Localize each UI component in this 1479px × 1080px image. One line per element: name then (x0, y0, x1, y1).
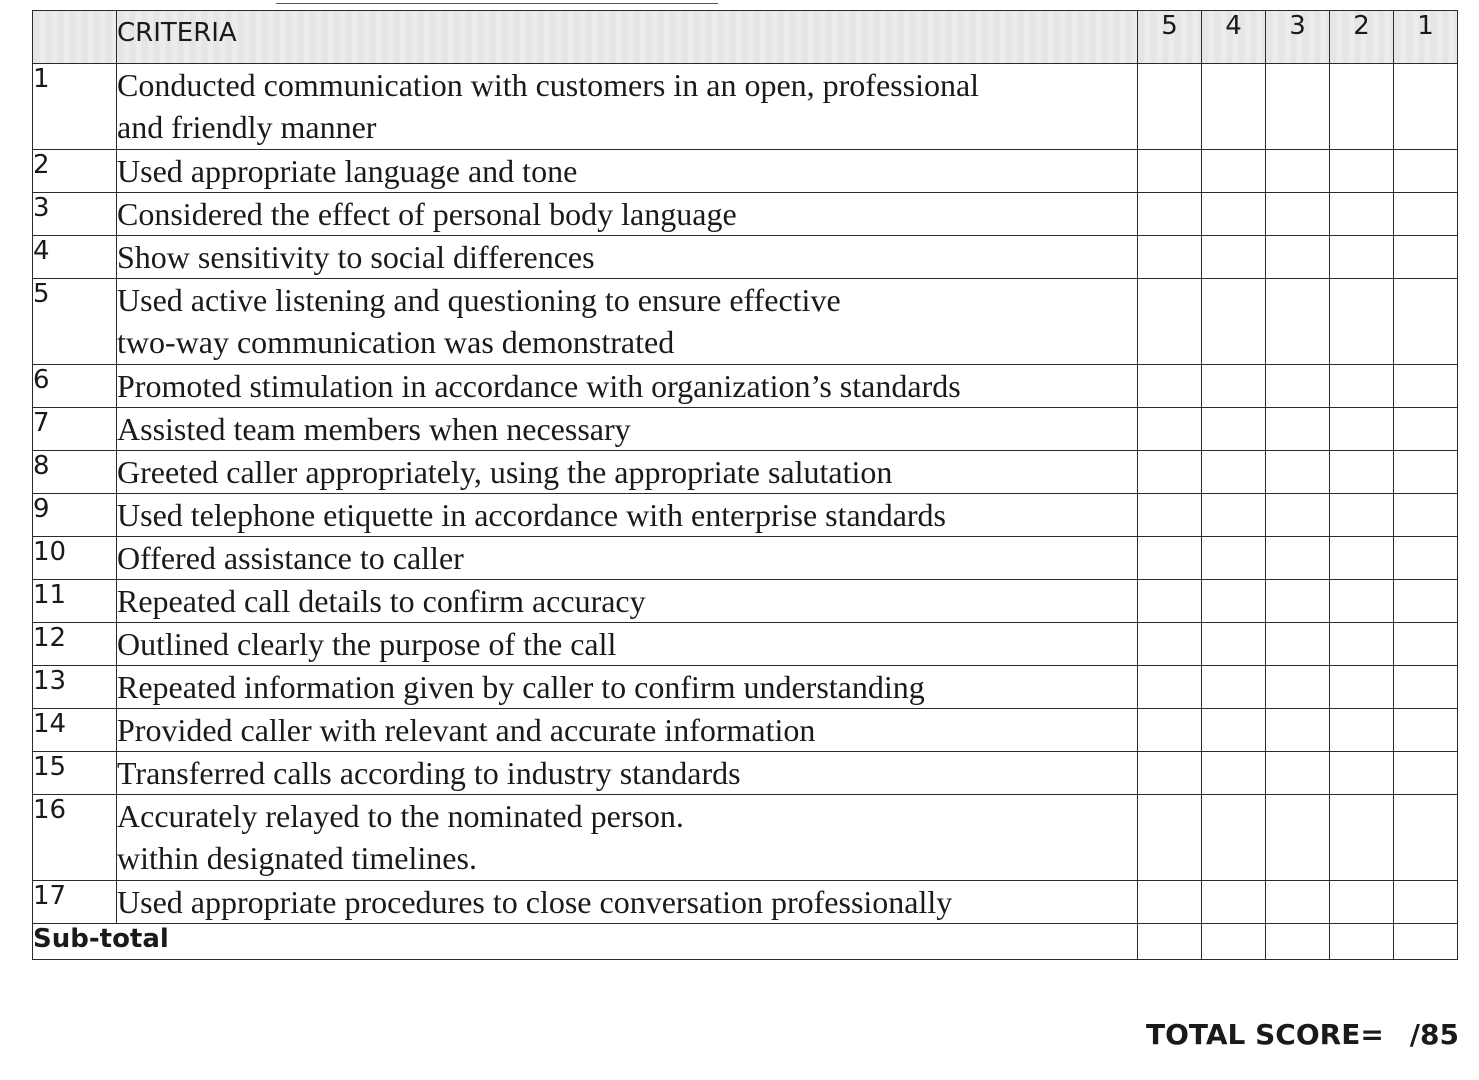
score-cell-4[interactable] (1202, 666, 1266, 709)
score-cell-2[interactable] (1330, 795, 1394, 881)
criteria-text-line: Show sensitivity to social differences (117, 239, 595, 275)
criteria-number: 3 (33, 193, 117, 236)
score-cell-4[interactable] (1202, 451, 1266, 494)
score-cell-4[interactable] (1202, 795, 1266, 881)
criteria-text-cell (117, 537, 1138, 580)
score-cell-3[interactable] (1266, 881, 1330, 924)
criteria-row (33, 666, 1458, 709)
score-cell-5[interactable] (1138, 795, 1202, 881)
score-heading-5: 5 (1138, 11, 1202, 64)
criteria-text-line: Outlined clearly the purpose of the call (117, 626, 617, 662)
score-cell-5[interactable] (1138, 365, 1202, 408)
score-cell-4[interactable] (1202, 150, 1266, 193)
criteria-text-line: Provided caller with relevant and accurate information (117, 712, 816, 748)
score-cell-4[interactable] (1202, 494, 1266, 537)
score-cell-5[interactable] (1138, 408, 1202, 451)
score-cell-2[interactable] (1330, 279, 1394, 365)
score-cell-1[interactable] (1394, 881, 1458, 924)
score-cell-1[interactable] (1394, 408, 1458, 451)
criteria-number: 5 (33, 279, 117, 365)
table-header-row (33, 11, 1458, 64)
criteria-text-line: Greeted caller appropriately, using the appropriate salutation (117, 454, 893, 490)
criteria-row (33, 752, 1458, 795)
score-cell-4[interactable] (1202, 236, 1266, 279)
score-cell-3[interactable] (1266, 666, 1330, 709)
score-cell-4[interactable] (1202, 537, 1266, 580)
subtotal-score-cell-1[interactable] (1394, 924, 1458, 960)
criteria-text-cell (117, 666, 1138, 709)
criteria-text-cell (117, 150, 1138, 193)
score-cell-1[interactable] (1394, 279, 1458, 365)
score-cell-3[interactable] (1266, 193, 1330, 236)
criteria-text-line: Used appropriate language and tone (117, 153, 578, 189)
criteria-number: 10 (33, 537, 117, 580)
score-cell-3[interactable] (1266, 150, 1330, 193)
top-underline-rule (276, 3, 718, 4)
criteria-number: 1 (33, 64, 117, 150)
score-cell-2[interactable] (1330, 365, 1394, 408)
score-cell-1[interactable] (1394, 580, 1458, 623)
score-cell-2[interactable] (1330, 709, 1394, 752)
criteria-text-cell (117, 193, 1138, 236)
criteria-text-cell (117, 795, 1138, 881)
criteria-text-line: Used appropriate procedures to close conversation professionally (117, 884, 953, 920)
score-cell-4[interactable] (1202, 623, 1266, 666)
score-cell-2[interactable] (1330, 236, 1394, 279)
subtotal-score-cell-5[interactable] (1138, 924, 1202, 960)
score-heading-1: 1 (1394, 11, 1458, 64)
score-heading-3: 3 (1266, 11, 1330, 64)
score-cell-1[interactable] (1394, 193, 1458, 236)
subtotal-score-cell-3[interactable] (1266, 924, 1330, 960)
criteria-row (33, 408, 1458, 451)
criteria-row (33, 236, 1458, 279)
score-cell-1[interactable] (1394, 150, 1458, 193)
score-cell-3[interactable] (1266, 408, 1330, 451)
score-cell-4[interactable] (1202, 365, 1266, 408)
score-cell-5[interactable] (1138, 709, 1202, 752)
score-heading-4: 4 (1202, 11, 1266, 64)
score-cell-3[interactable] (1266, 365, 1330, 408)
score-cell-5[interactable] (1138, 666, 1202, 709)
criteria-text-cell (117, 408, 1138, 451)
criteria-row (33, 881, 1458, 924)
score-cell-3[interactable] (1266, 623, 1330, 666)
criteria-text-line: Assisted team members when necessary (117, 411, 631, 447)
score-cell-5[interactable] (1138, 881, 1202, 924)
score-cell-5[interactable] (1138, 236, 1202, 279)
criteria-number: 13 (33, 666, 117, 709)
score-cell-3[interactable] (1266, 279, 1330, 365)
score-cell-2[interactable] (1330, 752, 1394, 795)
score-cell-3[interactable] (1266, 236, 1330, 279)
criteria-text-line: Transferred calls according to industry standards (117, 755, 741, 791)
score-cell-4[interactable] (1202, 193, 1266, 236)
score-cell-5[interactable] (1138, 150, 1202, 193)
criteria-number: 11 (33, 580, 117, 623)
criteria-text-line: and friendly manner (117, 109, 377, 145)
criteria-text-line: within designated timelines. (117, 840, 477, 876)
criteria-text-line: Conducted communication with customers in an open, professional (117, 67, 980, 103)
score-cell-4[interactable] (1202, 64, 1266, 150)
criteria-number: 16 (33, 795, 117, 881)
subtotal-score-cell-4[interactable] (1202, 924, 1266, 960)
criteria-text-line: Used telephone etiquette in accordance with enterprise standards (117, 497, 946, 533)
criteria-table (32, 10, 1458, 960)
criteria-text-line: Accurately relayed to the nominated person. (117, 798, 684, 834)
score-cell-2[interactable] (1330, 881, 1394, 924)
score-cell-2[interactable] (1330, 150, 1394, 193)
score-heading-2: 2 (1330, 11, 1394, 64)
score-cell-3[interactable] (1266, 580, 1330, 623)
score-cell-5[interactable] (1138, 279, 1202, 365)
score-cell-1[interactable] (1394, 752, 1458, 795)
score-cell-2[interactable] (1330, 537, 1394, 580)
score-cell-2[interactable] (1330, 451, 1394, 494)
header-criteria-cell (117, 11, 1138, 64)
score-cell-1[interactable] (1394, 365, 1458, 408)
criteria-row (33, 580, 1458, 623)
score-cell-1[interactable] (1394, 236, 1458, 279)
score-cell-4[interactable] (1202, 580, 1266, 623)
score-cell-4[interactable] (1202, 709, 1266, 752)
criteria-row (33, 150, 1458, 193)
score-cell-3[interactable] (1266, 64, 1330, 150)
header-number-cell (33, 11, 117, 64)
criteria-number: 6 (33, 365, 117, 408)
score-cell-1[interactable] (1394, 623, 1458, 666)
score-cell-2[interactable] (1330, 64, 1394, 150)
criteria-text-cell (117, 709, 1138, 752)
score-cell-2[interactable] (1330, 193, 1394, 236)
score-cell-3[interactable] (1266, 752, 1330, 795)
criteria-text-cell (117, 881, 1138, 924)
score-cell-4[interactable] (1202, 408, 1266, 451)
score-cell-3[interactable] (1266, 494, 1330, 537)
criteria-text-line: Used active listening and questioning to ensure effective (117, 282, 841, 318)
criteria-heading: CRITERIA (117, 18, 237, 48)
score-cell-5[interactable] (1138, 537, 1202, 580)
score-cell-5[interactable] (1138, 623, 1202, 666)
score-cell-3[interactable] (1266, 451, 1330, 494)
score-cell-5[interactable] (1138, 580, 1202, 623)
criteria-row (33, 451, 1458, 494)
criteria-text-cell (117, 365, 1138, 408)
score-cell-1[interactable] (1394, 64, 1458, 150)
criteria-row (33, 709, 1458, 752)
score-cell-1[interactable] (1394, 451, 1458, 494)
total-score-value: /85 (1409, 1018, 1459, 1051)
total-score (1146, 1018, 1459, 1052)
criteria-text-cell (117, 64, 1138, 150)
criteria-row (33, 623, 1458, 666)
subtotal-row (33, 924, 1458, 960)
score-cell-5[interactable] (1138, 494, 1202, 537)
criteria-text-cell (117, 623, 1138, 666)
criteria-row (33, 795, 1458, 881)
criteria-text-cell (117, 580, 1138, 623)
score-cell-1[interactable] (1394, 709, 1458, 752)
criteria-number: 14 (33, 709, 117, 752)
score-cell-4[interactable] (1202, 752, 1266, 795)
criteria-text-cell (117, 236, 1138, 279)
criteria-text-line: Considered the effect of personal body language (117, 196, 737, 232)
score-cell-1[interactable] (1394, 537, 1458, 580)
score-cell-2[interactable] (1330, 666, 1394, 709)
criteria-number: 7 (33, 408, 117, 451)
criteria-row (33, 279, 1458, 365)
criteria-text-cell (117, 494, 1138, 537)
score-cell-2[interactable] (1330, 408, 1394, 451)
subtotal-score-cell-2[interactable] (1330, 924, 1394, 960)
criteria-row (33, 494, 1458, 537)
criteria-text-line: two-way communication was demonstrated (117, 324, 675, 360)
score-cell-4[interactable] (1202, 279, 1266, 365)
criteria-number: 8 (33, 451, 117, 494)
criteria-row (33, 193, 1458, 236)
subtotal-label: Sub-total (33, 924, 1138, 960)
criteria-text-cell (117, 279, 1138, 365)
criteria-text-line: Repeated information given by caller to confirm understanding (117, 669, 925, 705)
criteria-row (33, 537, 1458, 580)
criteria-text-cell (117, 752, 1138, 795)
criteria-number: 17 (33, 881, 117, 924)
score-cell-2[interactable] (1330, 494, 1394, 537)
criteria-text-line: Offered assistance to caller (117, 540, 464, 576)
score-cell-1[interactable] (1394, 795, 1458, 881)
score-cell-5[interactable] (1138, 752, 1202, 795)
score-cell-3[interactable] (1266, 795, 1330, 881)
score-cell-1[interactable] (1394, 666, 1458, 709)
criteria-number: 4 (33, 236, 117, 279)
criteria-number: 9 (33, 494, 117, 537)
score-cell-2[interactable] (1330, 623, 1394, 666)
criteria-row (33, 365, 1458, 408)
score-cell-3[interactable] (1266, 537, 1330, 580)
criteria-number: 15 (33, 752, 117, 795)
criteria-row (33, 64, 1458, 150)
score-cell-2[interactable] (1330, 580, 1394, 623)
total-score-label: TOTAL SCORE= (1146, 1018, 1384, 1051)
criteria-text-cell (117, 451, 1138, 494)
score-cell-5[interactable] (1138, 193, 1202, 236)
score-cell-5[interactable] (1138, 64, 1202, 150)
criteria-number: 12 (33, 623, 117, 666)
criteria-text-line: Promoted stimulation in accordance with organization’s standards (117, 368, 961, 404)
criteria-number: 2 (33, 150, 117, 193)
score-cell-4[interactable] (1202, 881, 1266, 924)
criteria-text-line: Repeated call details to confirm accuracy (117, 583, 646, 619)
score-cell-5[interactable] (1138, 451, 1202, 494)
score-cell-1[interactable] (1394, 494, 1458, 537)
score-cell-3[interactable] (1266, 709, 1330, 752)
